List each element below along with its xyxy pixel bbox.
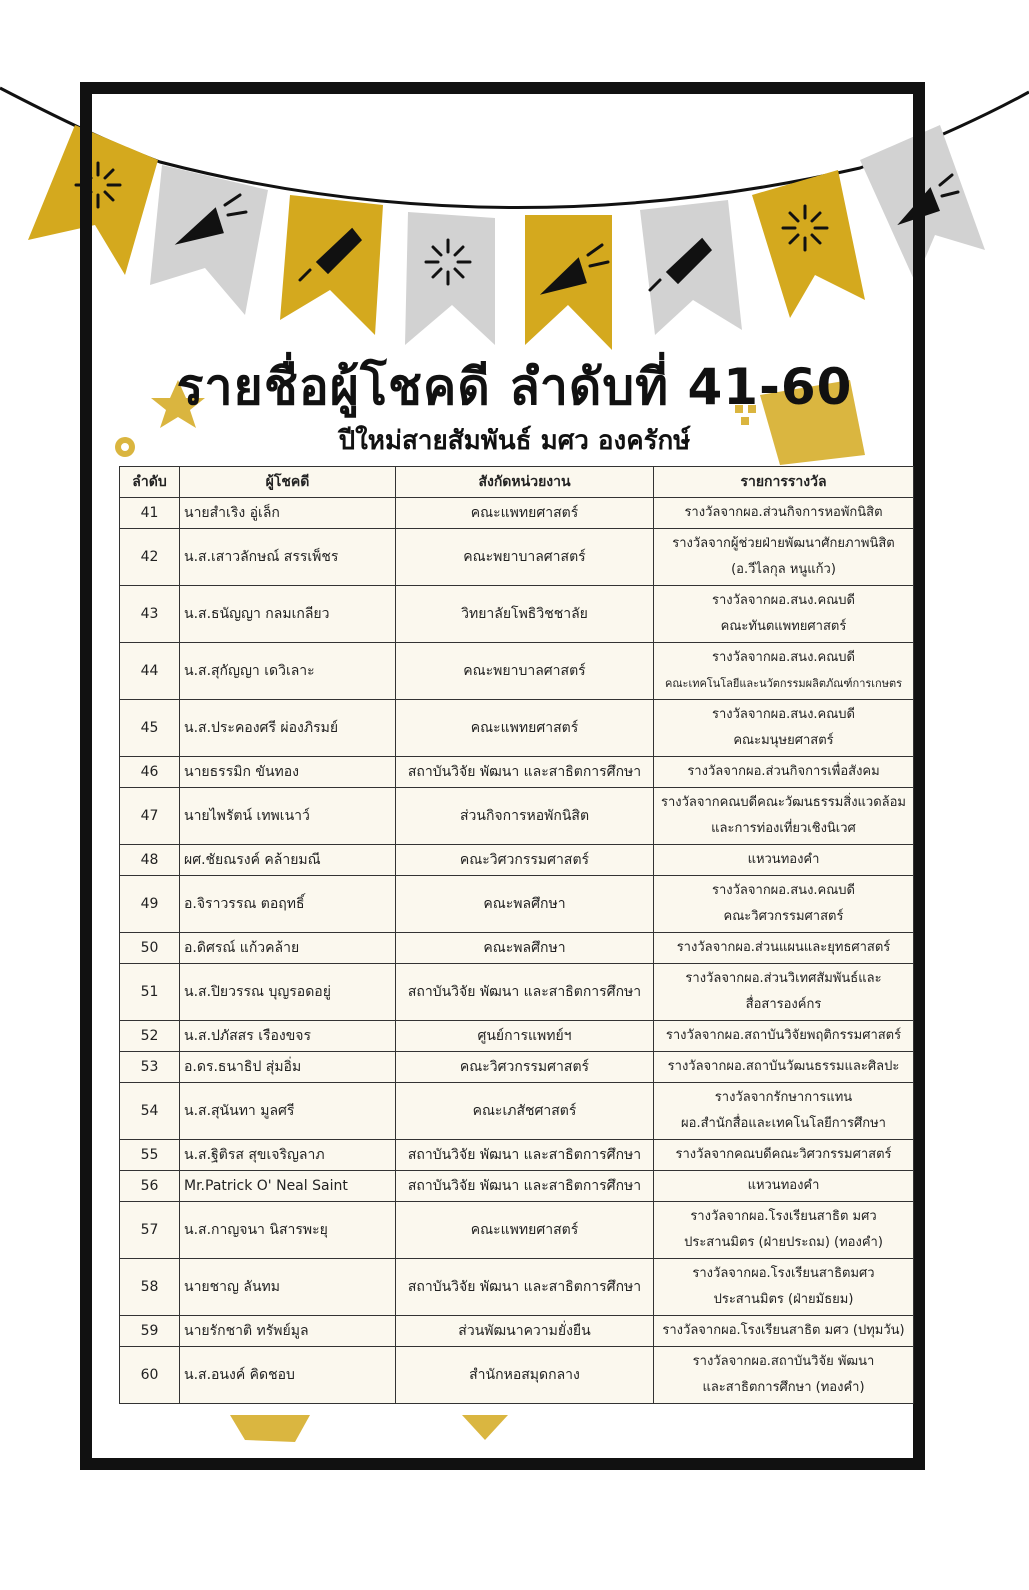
row-number: 47 [120, 788, 180, 845]
column-header-no: ลำดับ [120, 467, 180, 498]
department: คณะพลศึกษา [396, 933, 654, 964]
row-number: 41 [120, 498, 180, 529]
prize-line-2: ผอ.สำนักสื่อและเทคโนโลยีการศึกษา [681, 1116, 886, 1131]
winners-table [119, 466, 914, 1404]
winner-name: น.ส.ฐิติรส สุขเจริญลาภ [180, 1140, 396, 1171]
prize [654, 964, 914, 1021]
table-header-row [120, 467, 914, 498]
page-subtitle: ปีใหม่สายสัมพันธ์ มศว องครักษ์ [338, 426, 691, 456]
table-row [120, 1140, 914, 1171]
department: สถาบันวิจัย พัฒนา และสาธิตการศึกษา [396, 1259, 654, 1316]
table-row [120, 586, 914, 643]
prize [654, 933, 914, 964]
prize-line-1: รางวัลจากผอ.โรงเรียนสาธิต มศว [690, 1209, 877, 1224]
winner-name: น.ส.สุนันทา มูลศรี [180, 1083, 396, 1140]
prize-line-2: ประสานมิตร (ฝ่ายมัธยม) [713, 1292, 854, 1307]
department: ศูนย์การแพทย์ฯ [396, 1021, 654, 1052]
winner-name: น.ส.สุกัญญา เดวิเลาะ [180, 643, 396, 700]
prize [654, 529, 914, 586]
table-row [120, 529, 914, 586]
department: คณะวิศวกรรมศาสตร์ [396, 1052, 654, 1083]
prize [654, 757, 914, 788]
winner-name: น.ส.กาญจนา นิสารพะยุ [180, 1202, 396, 1259]
prize-line-1: รางวัลจากผอ.ส่วนวิเทศสัมพันธ์และ [685, 971, 882, 986]
department: คณะวิศวกรรมศาสตร์ [396, 845, 654, 876]
winner-name: ผศ.ชัยณรงค์ คล้ายมณี [180, 845, 396, 876]
winner-name: น.ส.ปภัสสร เรืองขจร [180, 1021, 396, 1052]
row-number: 44 [120, 643, 180, 700]
winner-name: นายธรรมิก ขันทอง [180, 757, 396, 788]
row-number: 58 [120, 1259, 180, 1316]
department: สถาบันวิจัย พัฒนา และสาธิตการศึกษา [396, 964, 654, 1021]
winner-name: น.ส.อนงค์ คิดชอบ [180, 1347, 396, 1404]
row-number: 59 [120, 1316, 180, 1347]
winner-name: นายรักชาติ ทรัพย์มูล [180, 1316, 396, 1347]
prize [654, 788, 914, 845]
prize-line-1: แหวนทองคำ [747, 852, 820, 867]
winner-name: น.ส.ปิยวรรณ บุญรอดอยู่ [180, 964, 396, 1021]
prize-line-2: และสาธิตการศึกษา (ทองคำ) [702, 1380, 865, 1395]
column-header-prize: รายการรางวัล [654, 467, 914, 498]
prize-line-2: สื่อสารองค์กร [745, 997, 822, 1012]
prize [654, 1140, 914, 1171]
prize [654, 1202, 914, 1259]
prize-line-1: รางวัลจากผอ.ส่วนกิจการหอพักนิสิต [684, 505, 883, 520]
prize-line-1: รางวัลจากรักษาการแทน [714, 1090, 853, 1105]
prize [654, 1316, 914, 1347]
table-row [120, 933, 914, 964]
row-number: 60 [120, 1347, 180, 1404]
table-row [120, 845, 914, 876]
department: คณะแพทยศาสตร์ [396, 498, 654, 529]
department: สถาบันวิจัย พัฒนา และสาธิตการศึกษา [396, 1171, 654, 1202]
row-number: 50 [120, 933, 180, 964]
table-row [120, 700, 914, 757]
row-number: 53 [120, 1052, 180, 1083]
prize-line-1: รางวัลจากผอ.สถาบันวัฒนธรรมและศิลปะ [667, 1059, 900, 1074]
department: สำนักหอสมุดกลาง [396, 1347, 654, 1404]
table-row [120, 757, 914, 788]
row-number: 49 [120, 876, 180, 933]
prize-line-2: และการท่องเที่ยวเชิงนิเวศ [711, 821, 856, 836]
table-row [120, 1347, 914, 1404]
prize-line-1: รางวัลจากผอ.สถาบันวิจัยพฤติกรรมศาสตร์ [665, 1028, 902, 1043]
table-row [120, 964, 914, 1021]
row-number: 42 [120, 529, 180, 586]
table-row [120, 498, 914, 529]
prize [654, 1021, 914, 1052]
prize-line-1: รางวัลจากคณบดีคณะวิศวกรรมศาสตร์ [675, 1147, 892, 1162]
prize-line-2: คณะวิศวกรรมศาสตร์ [723, 909, 844, 924]
winner-name: นายสำเริง อู่เล็ก [180, 498, 396, 529]
prize [654, 1083, 914, 1140]
row-number: 52 [120, 1021, 180, 1052]
table-row [120, 1052, 914, 1083]
table-row [120, 876, 914, 933]
prize-line-1: รางวัลจากผอ.ส่วนกิจการเพื่อสังคม [687, 764, 880, 779]
department: วิทยาลัยโพธิวิชชาลัย [396, 586, 654, 643]
row-number: 55 [120, 1140, 180, 1171]
row-number: 57 [120, 1202, 180, 1259]
row-number: 43 [120, 586, 180, 643]
winner-name: นายชาญ ลันทม [180, 1259, 396, 1316]
winner-name: อ.ดิศรณ์ แก้วคล้าย [180, 933, 396, 964]
prize-line-1: รางวัลจากผู้ช่วยฝ่ายพัฒนาศักยภาพนิสิต [672, 536, 895, 551]
prize [654, 1171, 914, 1202]
prize-line-1: รางวัลจากคณบดีคณะวัฒนธรรมสิ่งแวดล้อม [660, 795, 907, 810]
prize [654, 643, 914, 700]
row-number: 51 [120, 964, 180, 1021]
prize [654, 700, 914, 757]
row-number: 45 [120, 700, 180, 757]
prize [654, 586, 914, 643]
department: สถาบันวิจัย พัฒนา และสาธิตการศึกษา [396, 757, 654, 788]
table-row [120, 1202, 914, 1259]
prize-line-1: รางวัลจากผอ.สนง.คณบดี [712, 707, 855, 722]
row-number: 56 [120, 1171, 180, 1202]
prize-line-1: แหวนทองคำ [747, 1178, 820, 1193]
prize [654, 845, 914, 876]
column-header-dept: สังกัดหน่วยงาน [396, 467, 654, 498]
department: คณะพลศึกษา [396, 876, 654, 933]
row-number: 46 [120, 757, 180, 788]
prize [654, 498, 914, 529]
prize-line-1: รางวัลจากผอ.สนง.คณบดี [712, 883, 855, 898]
department: คณะเภสัชศาสตร์ [396, 1083, 654, 1140]
department: คณะพยาบาลศาสตร์ [396, 529, 654, 586]
prize-line-2: คณะมนุษยศาสตร์ [733, 733, 834, 748]
winner-name: นายไพรัตน์ เทพเนาว์ [180, 788, 396, 845]
department: สถาบันวิจัย พัฒนา และสาธิตการศึกษา [396, 1140, 654, 1171]
prize-line-1: รางวัลจากผอ.โรงเรียนสาธิต มศว (ปทุมวัน) [662, 1323, 905, 1338]
table-row [120, 1021, 914, 1052]
department: คณะแพทยศาสตร์ [396, 1202, 654, 1259]
prize-line-2: (อ.วีไลกุล หนูแก้ว) [731, 562, 836, 577]
prize-line-1: รางวัลจากผอ.โรงเรียนสาธิตมศว [692, 1266, 875, 1281]
prize [654, 876, 914, 933]
prize [654, 1052, 914, 1083]
prize-line-1: รางวัลจากผอ.ส่วนแผนและยุทธศาสตร์ [676, 940, 891, 955]
table-row [120, 788, 914, 845]
table-row [120, 643, 914, 700]
winner-name: Mr.Patrick O' Neal Saint [180, 1171, 396, 1202]
table-row [120, 1259, 914, 1316]
row-number: 48 [120, 845, 180, 876]
row-number: 54 [120, 1083, 180, 1140]
page-title: รายชื่อผู้โชคดี ลำดับที่ 41-60 [176, 358, 853, 416]
table-row [120, 1171, 914, 1202]
prize-line-2: ประสานมิตร (ฝ่ายประถม) (ทองคำ) [684, 1235, 883, 1250]
department: คณะแพทยศาสตร์ [396, 700, 654, 757]
department: ส่วนพัฒนาความยั่งยืน [396, 1316, 654, 1347]
column-header-name: ผู้โชคดี [180, 467, 396, 498]
table-row [120, 1316, 914, 1347]
department: ส่วนกิจการหอพักนิสิต [396, 788, 654, 845]
table-row [120, 1083, 914, 1140]
winner-name: อ.ดร.ธนาธิป สุ่มอิ่ม [180, 1052, 396, 1083]
prize [654, 1347, 914, 1404]
prize-line-2: คณะทันตแพทยศาสตร์ [720, 619, 847, 634]
winner-name: น.ส.ธนัญญา กลมเกลียว [180, 586, 396, 643]
prize-line-1: รางวัลจากผอ.สนง.คณบดี [712, 650, 855, 665]
prize-line-2: คณะเทคโนโลยีและนวัตกรรมผลิตภัณฑ์การเกษตร [664, 677, 903, 690]
winner-name: น.ส.เสาวลักษณ์ สรรเพ็ชร [180, 529, 396, 586]
prize [654, 1259, 914, 1316]
prize-line-1: รางวัลจากผอ.สถาบันวิจัย พัฒนา [692, 1354, 875, 1369]
department: คณะพยาบาลศาสตร์ [396, 643, 654, 700]
winner-name: น.ส.ประคองศรี ผ่องภิรมย์ [180, 700, 396, 757]
prize-line-1: รางวัลจากผอ.สนง.คณบดี [712, 593, 855, 608]
winner-name: อ.จิราวรรณ ตอฤทธิ์ [180, 876, 396, 933]
